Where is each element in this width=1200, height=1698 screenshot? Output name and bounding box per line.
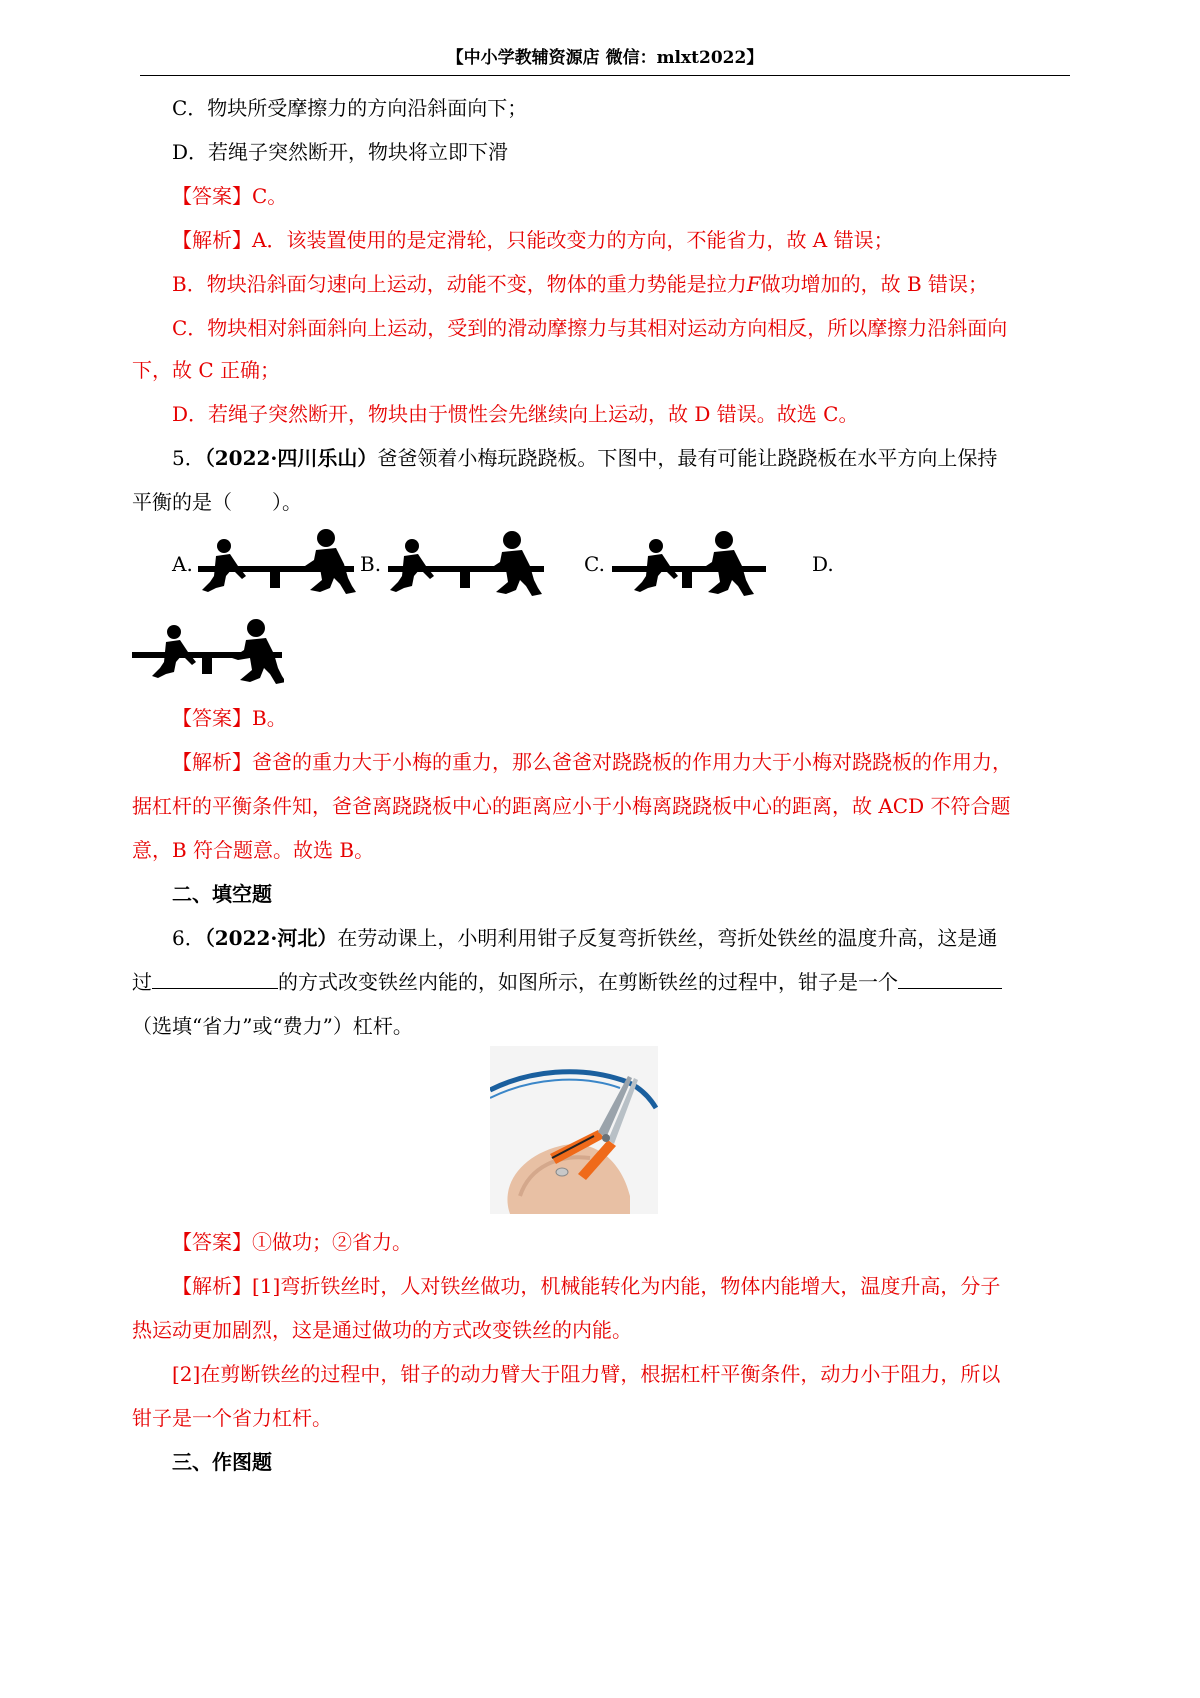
q5-stem-1	[172, 444, 997, 472]
q5-option-b-label: B.	[360, 552, 382, 576]
pliers-photo	[490, 1046, 658, 1214]
question-text: 过	[132, 970, 152, 994]
q5-stem-2: 平衡的是（ ）。	[132, 490, 302, 514]
force-variable: F	[746, 272, 761, 296]
q6-analysis-1	[172, 1272, 1000, 1300]
q5-option-c-label: C.	[584, 552, 605, 576]
q5-option-d-label: D.	[812, 552, 834, 576]
seesaw-pivot	[202, 652, 212, 674]
analysis-label: 【解析】	[172, 750, 252, 774]
analysis-label: 【解析】	[172, 1274, 252, 1298]
q4-analysis-b	[172, 270, 988, 298]
q5-analysis-2: 据杠杆的平衡条件知，爸爸离跷跷板中心的距离应小于小梅离跷跷板中心的距离，故 ACD 不符合题	[132, 794, 1011, 818]
header-rule	[140, 75, 1070, 76]
seesaw-pivot	[682, 566, 692, 588]
q5-analysis-3: 意，B 符合题意。故选 B。	[132, 838, 375, 862]
analysis-text: 做功增加的，故 B 错误；	[760, 272, 989, 296]
ring	[556, 1168, 568, 1176]
q4-option-d: D．若绳子突然断开，物块将立即下滑	[172, 140, 509, 164]
q6-stem-2	[132, 968, 1002, 996]
seesaw-pivot	[270, 566, 280, 588]
analysis-text: B．物块沿斜面匀速向上运动，动能不变，物体的重力势能是拉力	[172, 272, 747, 296]
q5-analysis-1	[172, 748, 1012, 776]
q4-analysis-c-1: C．物块相对斜面斜向上运动，受到的滑动摩擦力与其相对运动方向相反，所以摩擦力沿斜面向	[172, 316, 1008, 340]
question-source: （2022·四川乐山）	[204, 446, 378, 470]
analysis-label: 【解析】	[172, 228, 252, 252]
q6-analysis-4: 钳子是一个省力杠杆。	[132, 1406, 332, 1430]
answer-blank-2[interactable]	[898, 968, 1002, 989]
seesaw-figure-b	[386, 530, 546, 596]
q4-analysis-d: D．若绳子突然断开，物块由于惯性会先继续向上运动，故 D 错误。故选 C。	[172, 402, 859, 426]
question-source: （2022·河北）	[204, 926, 338, 950]
section-title-drawing: 三、作图题	[172, 1450, 272, 1474]
analysis-text: [1]弯折铁丝时，人对铁丝做功，机械能转化为内能，物体内能增大，温度升高，分子	[252, 1274, 1001, 1298]
seesaw-pivot	[460, 566, 470, 588]
analysis-text: 爸爸的重力大于小梅的重力，那么爸爸对跷跷板的作用力大于小梅对跷跷板的作用力，	[252, 750, 1012, 774]
q4-analysis-a	[172, 226, 894, 254]
analysis-text: A．该装置使用的是定滑轮，只能改变力的方向，不能省力，故 A 错误；	[252, 228, 894, 252]
page-header: 【中小学教辅资源店 微信：mlxt2022】	[446, 48, 764, 68]
question-text: 爸爸领着小梅玩跷跷板。下图中，最有可能让跷跷板在水平方向上保持	[377, 446, 998, 470]
q6-analysis-2: 热运动更加剧烈，这是通过做功的方式改变铁丝的内能。	[132, 1318, 632, 1342]
q6-stem-1	[172, 924, 997, 952]
q5-option-a-label: A.	[172, 552, 193, 576]
seesaw-figure-d	[132, 618, 284, 684]
question-text: 在劳动课上，小明利用钳子反复弯折铁丝，弯折处铁丝的温度升高，这是通	[337, 926, 998, 950]
q4-option-c: C．物块所受摩擦力的方向沿斜面向下；	[172, 96, 528, 120]
q6-answer: 【答案】①做功；②省力。	[172, 1230, 412, 1254]
question-number: 6．	[172, 926, 205, 950]
q6-analysis-3: [2]在剪断铁丝的过程中，钳子的动力臂大于阻力臂，根据杠杆平衡条件，动力小于阻力，所以	[172, 1362, 1001, 1386]
q4-analysis-c-2: 下，故 C 正确；	[132, 358, 281, 382]
question-number: 5．	[172, 446, 205, 470]
q6-stem-3: （选填“省力”或“费力”）杠杆。	[132, 1014, 413, 1038]
question-text: 的方式改变铁丝内能的，如图所示，在剪断铁丝的过程中，钳子是一个	[278, 970, 898, 994]
seesaw-figure-a	[198, 528, 356, 594]
seesaw-figure-c	[612, 530, 768, 596]
answer-blank-1[interactable]	[152, 968, 278, 989]
section-title-fill-in: 二、填空题	[172, 882, 272, 906]
q5-answer: 【答案】B。	[172, 706, 287, 730]
q4-answer: 【答案】C。	[172, 184, 288, 208]
